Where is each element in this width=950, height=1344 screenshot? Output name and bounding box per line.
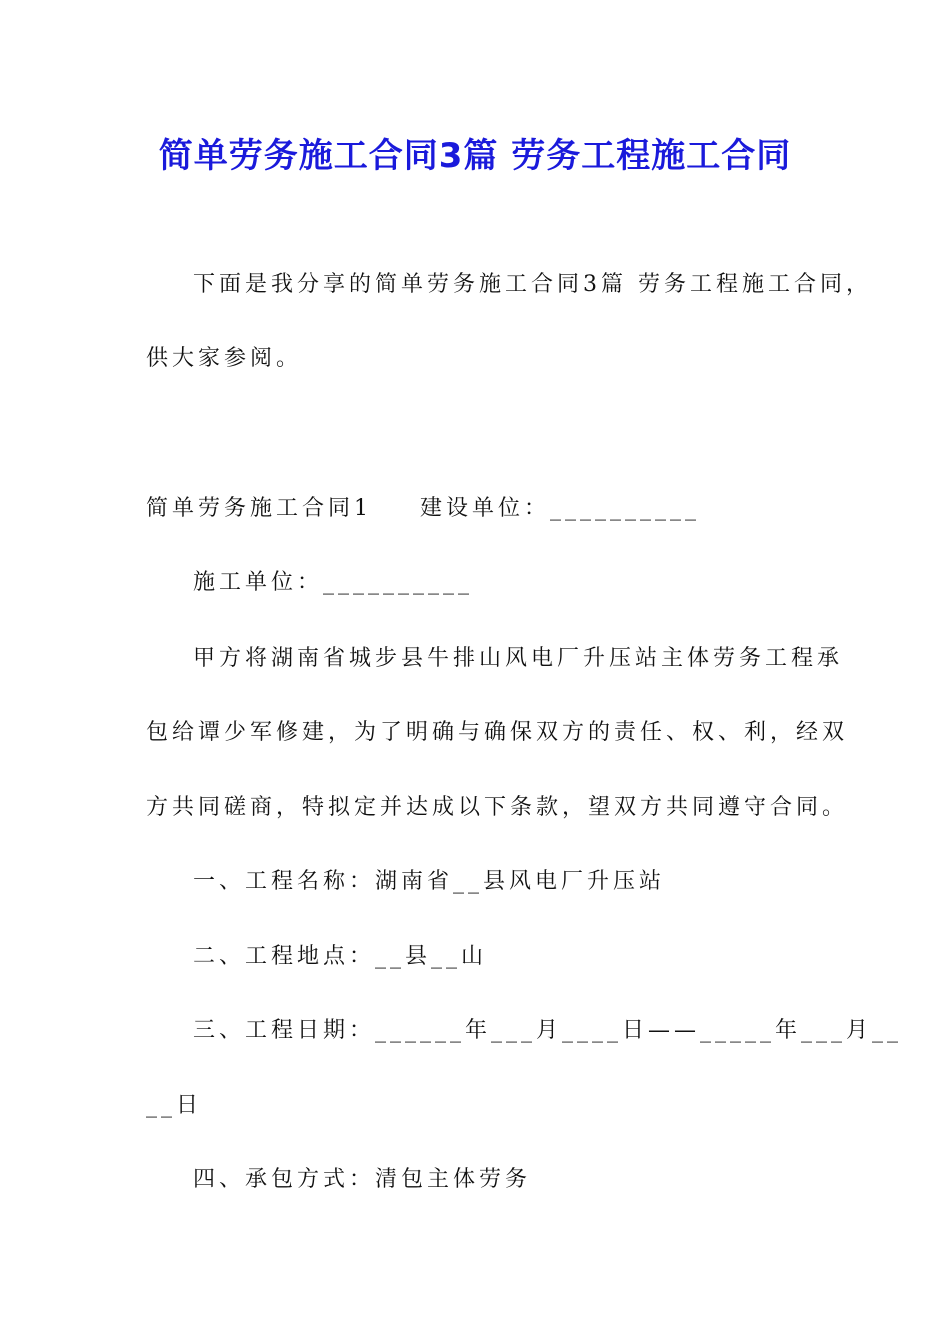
clause-project-dates: 三、工程日期：______年___月____日——_____年___月__	[193, 1018, 903, 1043]
intro-line-1: 下面是我分享的简单劳务施工合同3篇 劳务工程施工合同，	[193, 272, 872, 297]
contract-header-row	[146, 494, 826, 524]
paragraph-1-line-2: 包给谭少军修建，为了明确与确保双方的责任、权、利，经双	[146, 720, 849, 745]
paragraph-1-line-3: 方共同磋商，特拟定并达成以下条款，望双方共同遵守合同。	[146, 795, 849, 820]
paragraph-1-line-1: 甲方将湖南省城步县牛排山风电厂升压站主体劳务工程承	[193, 646, 844, 671]
intro-line-2: 供大家参阅。	[146, 346, 303, 371]
document-title: 简单劳务施工合同3篇 劳务工程施工合同	[158, 136, 792, 176]
party-b-field: 施工单位：__________	[193, 570, 474, 595]
clause-contract-method: 四、承包方式：清包主体劳务	[193, 1167, 532, 1192]
clause-project-name: 一、工程名称：湖南省__县风电厂升压站	[193, 869, 666, 894]
clause-project-dates-continued: __日	[146, 1093, 203, 1118]
clause-project-location: 二、工程地点：__县__山	[193, 944, 488, 969]
section-heading: 简单劳务施工合同1	[146, 496, 372, 521]
party-a-field: 建设单位：__________	[420, 496, 701, 521]
